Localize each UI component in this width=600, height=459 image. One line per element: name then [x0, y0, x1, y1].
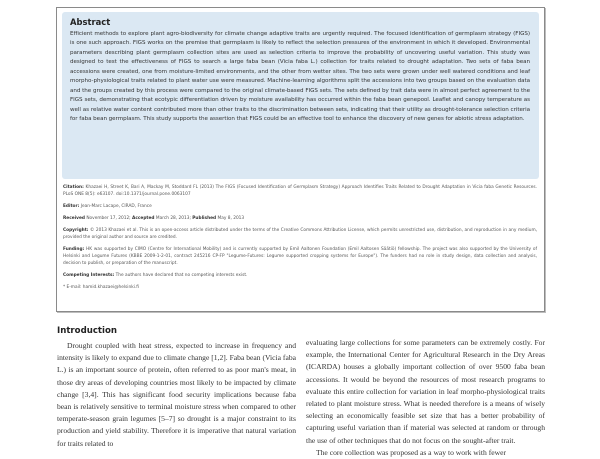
- introduction-heading: Introduction: [57, 326, 118, 336]
- editor-label: Editor:: [63, 204, 80, 209]
- copyright-text: © 2013 Khazaei et al. This is an open-access article distributed under the terms of the Creative Commons Attribution License, which permits unrestricted use, distribution, and reproduction in any medium, provided the original author and source are credited.: [63, 228, 537, 240]
- copyright: [63, 227, 537, 241]
- editor-text: Jean-Marc Lacape, CIRAD, France: [80, 204, 152, 209]
- funding: [63, 246, 537, 267]
- published-date: May 8, 2013: [217, 216, 245, 221]
- article-metadata: [63, 184, 537, 296]
- competing-interests: [63, 272, 537, 279]
- editor: [63, 203, 537, 210]
- dates: [63, 215, 537, 222]
- citation-text: Khazaei H, Street K, Bari A, Mackay M, Stoddard FL (2013) The FIGS (Focused Identification of Germplasm Strategy) Approach Identifies Traits Related to Drought Adaptation in Vicia faba Genetic Resources. PLoS ONE 8(5): e63107. doi:10.1371/journal.pone.0063107: [63, 185, 537, 197]
- left-column: [57, 326, 296, 450]
- funding-label: Funding:: [63, 247, 85, 252]
- competing-text: The authors have declared that no competing interests exist.: [115, 273, 248, 278]
- funding-text: HK was supported by CIMO (Centre for International Mobility) and is currently supported by Emil Aaltonen Foundation (Emil Aaltosen Säätiö) fellowship. The project was also supported by the University of Helsinki and Legume Futures (KBBE 2009-1-2-01, contract 245216 CP-FP "Legume-Futures: Legume supported cropping systems for Europe"). The funders had no role in study design, data collection and analysis, decision to publish, or preparation of the manuscript.: [63, 247, 537, 266]
- copyright-label: Copyright:: [63, 228, 89, 233]
- abstract-heading: Abstract: [70, 17, 111, 27]
- competing-label: Competing Interests:: [63, 273, 115, 278]
- email: [63, 284, 537, 291]
- received-date: November 17, 2012;: [86, 216, 131, 221]
- received-label: Received: [63, 216, 85, 221]
- citation: [63, 184, 537, 198]
- published-label: Published: [192, 216, 217, 221]
- abstract-text: Efficient methods to explore plant agro-biodiversity for climate change adaptive traits are urgently required. The focused identification of germplasm strategy (FIGS) is one such approach. FIGS works on the premise that germplasm is likely to reflect the selection pressures of the environment in which it developed. Environmental parameters describing plant germplasm collection sites are used as selection criteria to improve the probability of uncovering useful variation. This study was designed to test the effectiveness of FIGS to search a large faba bean (Vicia faba L.) collection for traits related to drought adaptation. Two sets of faba bean accessions were created, one from moisture-limited environments, and the other from wetter sites. The two sets were grown under well watered conditions and leaf morpho-physiological traits related to plant water use were measured. Machine-learning algorithms split the accessions into two groups based on the evaluation data and the groups created by this process were compared to the original climate-based FIGS sets. The sets defined by trait data were in almost perfect agreement to the FIGS sets, demonstrating that ecotypic differentiation driven by moisture availability has occurred within the faba bean genepool. Leaflet and canopy temperature as well as relative water content contributed more than other traits to the discrimination between sets, indicating that their utility as drought-tolerance selection criteria for faba bean germplasm. This study supports the assertion that FIGS could be an effective tool to enhance the discovery of new genes for abiotic stress adaptation.: [70, 31, 530, 123]
- introduction-paragraph-2: The core collection was proposed as a way to work with fewer: [316, 447, 506, 457]
- citation-label: Citation:: [63, 185, 84, 190]
- accepted-label: Accepted: [132, 216, 155, 221]
- email-link[interactable]: * E-mail: hamid.khazaei@helsinki.fi: [63, 285, 139, 290]
- article-header-box: [56, 7, 545, 312]
- right-column: [306, 337, 545, 459]
- introduction-paragraph-continued: evaluating large collections for some parameters can be extremely costly. For example, the International Center for Agricultural Research in the Dry Areas (ICARDA) houses a globally important collection of over 9500 faba bean accessions. It would be beyond the resources of most research programs to evaluate this entire collection for variation in leaf morpho-physiological traits related to plant moisture stress. What is needed therefore is a means of wisely selecting an economically feasible set size that has a better probability of capturing useful variation than if material was selected at random or through the use of other techniques that do not focus on the sought-after trait.: [306, 338, 545, 445]
- accepted-date: March 28, 2013;: [155, 216, 191, 221]
- introduction-paragraph-1: Drought coupled with heat stress, expected to increase in frequency and intensity is likely to expand due to climate change [1,2]. Faba bean (Vicia faba L.) is an important source of protein, often referred to as poor man's meat, in those dry areas of developing countries most likely to be impacted by climate change [3,4]. This has significant food security implications because faba bean is relatively sensitive to terminal moisture stress when compared to other temperate-season grain legumes [5–7] so drought is a major constraint to its production and yield stability. Therefore it is imperative that natural variation for traits related to: [57, 341, 296, 448]
- abstract-box: [62, 12, 539, 179]
